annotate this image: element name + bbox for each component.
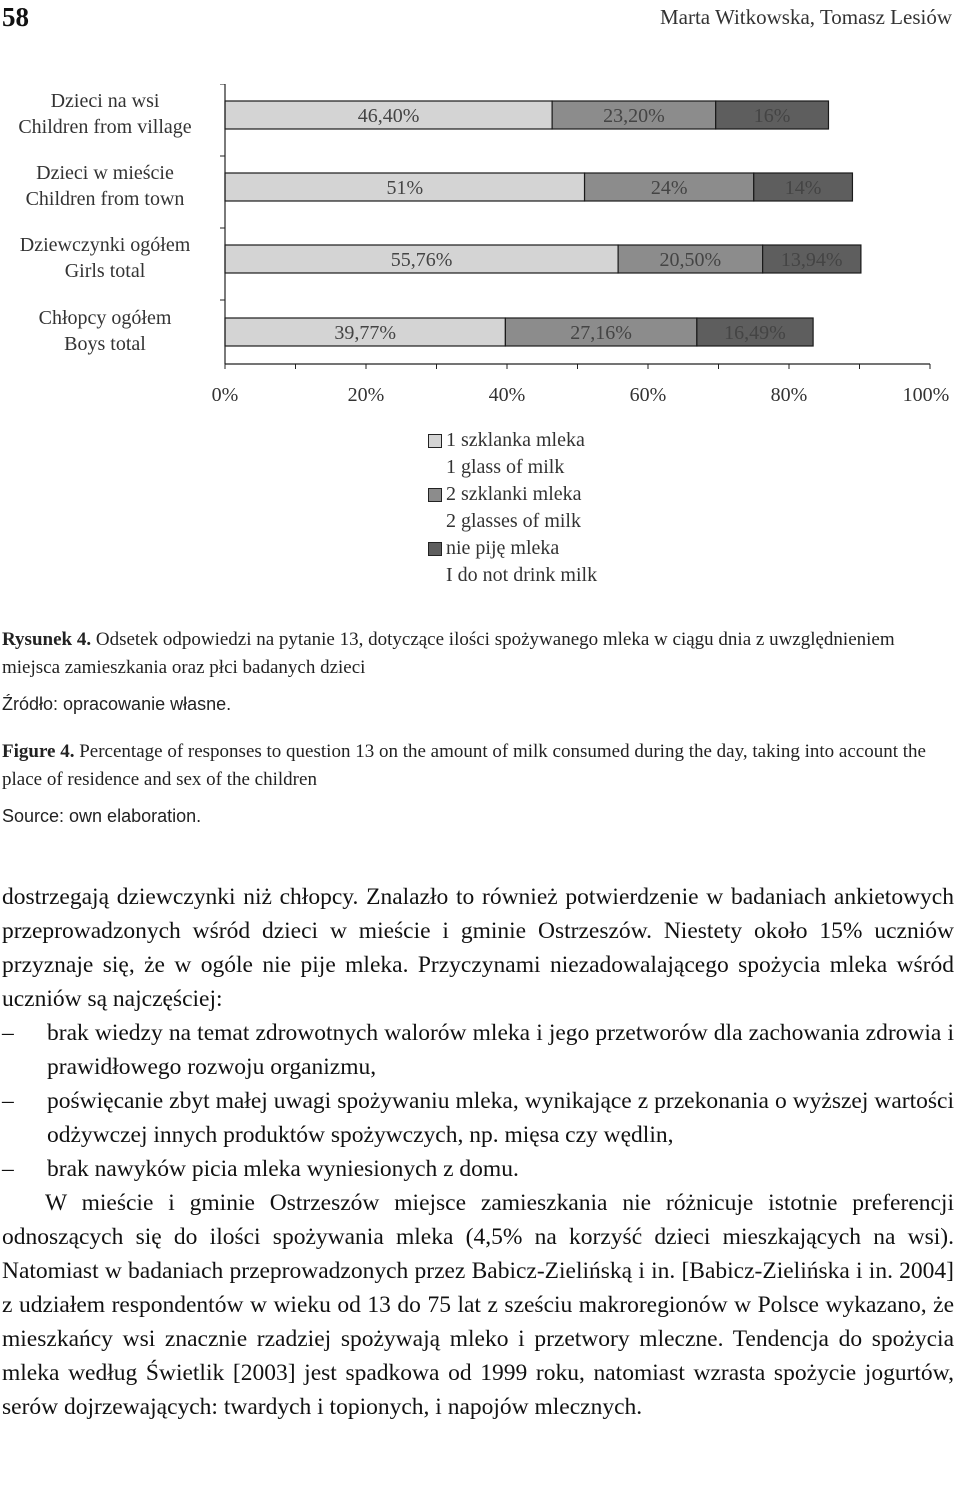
- list-item-text: brak wiedzy na temat zdrowotnych walorów mleka i jego przetworów dla zachowania zdrowia i prawidłowego rozwoju organizmu,: [47, 1020, 954, 1080]
- bar-data-label: 16%: [753, 105, 791, 127]
- legend-label-two-glasses-en: 2 glasses of milk: [446, 510, 581, 532]
- x-tick-label: 0%: [211, 384, 239, 406]
- category-label-village-en: Children from village: [18, 116, 192, 138]
- category-label-girls-en: Girls total: [64, 260, 146, 282]
- category-label-village: [0, 88, 210, 140]
- legend-item-no-milk: [428, 535, 597, 589]
- category-label-town-en: Children from town: [25, 188, 185, 210]
- figure-caption-pl: [2, 626, 954, 682]
- category-label-town-pl: Dzieci w mieście: [36, 162, 174, 184]
- figure-label-en: Figure 4.: [2, 741, 75, 762]
- list-item-text: brak nawyków picia mleka wyniesionych z domu.: [47, 1156, 519, 1182]
- figure-caption-text-pl: Odsetek odpowiedzi na pytanie 13, dotyczące ilości spożywanego mleka w ciągu dnia z uwzględnieniem miejsca zamieszkania oraz płci badanych dzieci: [2, 629, 895, 678]
- x-tick-label: 60%: [629, 384, 667, 406]
- list-item: [2, 1016, 954, 1084]
- legend-label-no-milk-en: I do not drink milk: [446, 564, 598, 586]
- category-label-boys-pl: Chłopcy ogółem: [38, 307, 172, 329]
- figure-caption-text-en: Percentage of responses to question 13 on the amount of milk consumed during the day, taking into account the place of residence and sex of the children: [2, 741, 926, 790]
- bar-data-label: 23,20%: [603, 105, 665, 127]
- legend-label-one-glass-pl: 1 szklanka mleka: [446, 429, 585, 451]
- x-tick-label: 100%: [902, 384, 950, 406]
- bar-data-label: 55,76%: [390, 249, 453, 271]
- legend-label-one-glass-en: 1 glass of milk: [446, 456, 565, 478]
- list-item: [2, 1152, 954, 1186]
- legend-swatch-one-glass: [428, 434, 442, 448]
- bar-data-label: 24%: [650, 177, 688, 199]
- legend-item-two-glasses: [428, 481, 597, 535]
- figure-source-pl: Źródło: opracowanie własne.: [2, 694, 232, 714]
- chart-legend: [428, 427, 597, 589]
- category-label-girls-pl: Dziewczynki ogółem: [19, 234, 191, 256]
- bar-data-label: 51%: [386, 177, 424, 199]
- x-tick-label: 20%: [347, 384, 385, 406]
- bar-data-label: 27,16%: [570, 322, 632, 344]
- dash-bullet: –: [2, 1020, 14, 1046]
- body-text: [2, 880, 954, 1424]
- category-label-boys: [0, 305, 210, 357]
- x-tick-label: 80%: [770, 384, 808, 406]
- legend-label-no-milk-pl: nie piję mleka: [446, 537, 560, 559]
- bar-data-label: 16,49%: [724, 322, 786, 344]
- legend-swatch-no-milk: [428, 542, 442, 556]
- running-header-authors: Marta Witkowska, Tomasz Lesiów: [659, 5, 952, 29]
- bar-data-label: 20,50%: [659, 249, 722, 271]
- dash-bullet: –: [2, 1088, 14, 1114]
- body-paragraph: dostrzegają dziewczynki niż chłopcy. Znalazło to również potwierdzenie w badaniach ankietowych przeprowadzonych wśród dzieci w mieście i gminie Ostrzeszów. Niestety około 15% uczniów przyznaje się, że w ogóle nie pije mleka. Przyczynami niezadowalającego spożycia mleka wśród uczniów są najczęściej:: [2, 884, 954, 1012]
- list-item-text: poświęcanie zbyt małej uwagi spożywaniu mleka, wynikające z przekonania o wyższej wartości odżywczej innych produktów spożywczych, np. mięsa czy wędlin,: [47, 1088, 954, 1148]
- legend-label-two-glasses-pl: 2 szklanki mleka: [446, 483, 582, 505]
- bar-data-label: 13,94%: [780, 249, 843, 271]
- bar-data-label: 39,77%: [334, 322, 397, 344]
- page-number: 58: [2, 2, 29, 32]
- figure-label-pl: Rysunek 4.: [2, 629, 92, 650]
- list-item: [2, 1084, 954, 1152]
- figure-caption-en: [2, 738, 954, 794]
- bar-data-label: 46,40%: [357, 105, 420, 127]
- figure-source-en: Source: own elaboration.: [2, 806, 202, 826]
- category-label-village-pl: Dzieci na wsi: [50, 90, 160, 112]
- legend-item-one-glass: [428, 427, 597, 481]
- body-paragraph: W mieście i gminie Ostrzeszów miejsce zamieszkania nie różnicuje istotnie preferencji odnoszących się do ilości spożywania mleka (4,5% na korzyść dzieci mieszkających na wsi). Natomiast w badaniach przeprowadzonych przez Babicz-Zielińską i in. [Babicz-Zielińska i in. 2004] z udziałem respondentów w wieku od 13 do 75 lat z sześciu makroregionów w Polsce wykazano, że mieszkańcy wsi znacznie rzadziej spożywają mleko i przetwory mleczne. Tendencja do spożycia mleka według Świetlik [2003] jest spadkowa od 1999 roku, natomiast wzrasta spożycie jogurtów, serów dojrzewających: twardych i topionych, i napojów mlecznych.: [2, 1190, 954, 1420]
- stacked-bar-chart: [0, 84, 960, 414]
- x-tick-label: 40%: [488, 384, 526, 406]
- category-label-town: [0, 160, 210, 212]
- bar-data-label: 14%: [784, 177, 822, 199]
- category-label-girls: [0, 232, 210, 284]
- dash-bullet: –: [2, 1156, 14, 1182]
- category-label-boys-en: Boys total: [64, 333, 146, 355]
- legend-swatch-two-glasses: [428, 488, 442, 502]
